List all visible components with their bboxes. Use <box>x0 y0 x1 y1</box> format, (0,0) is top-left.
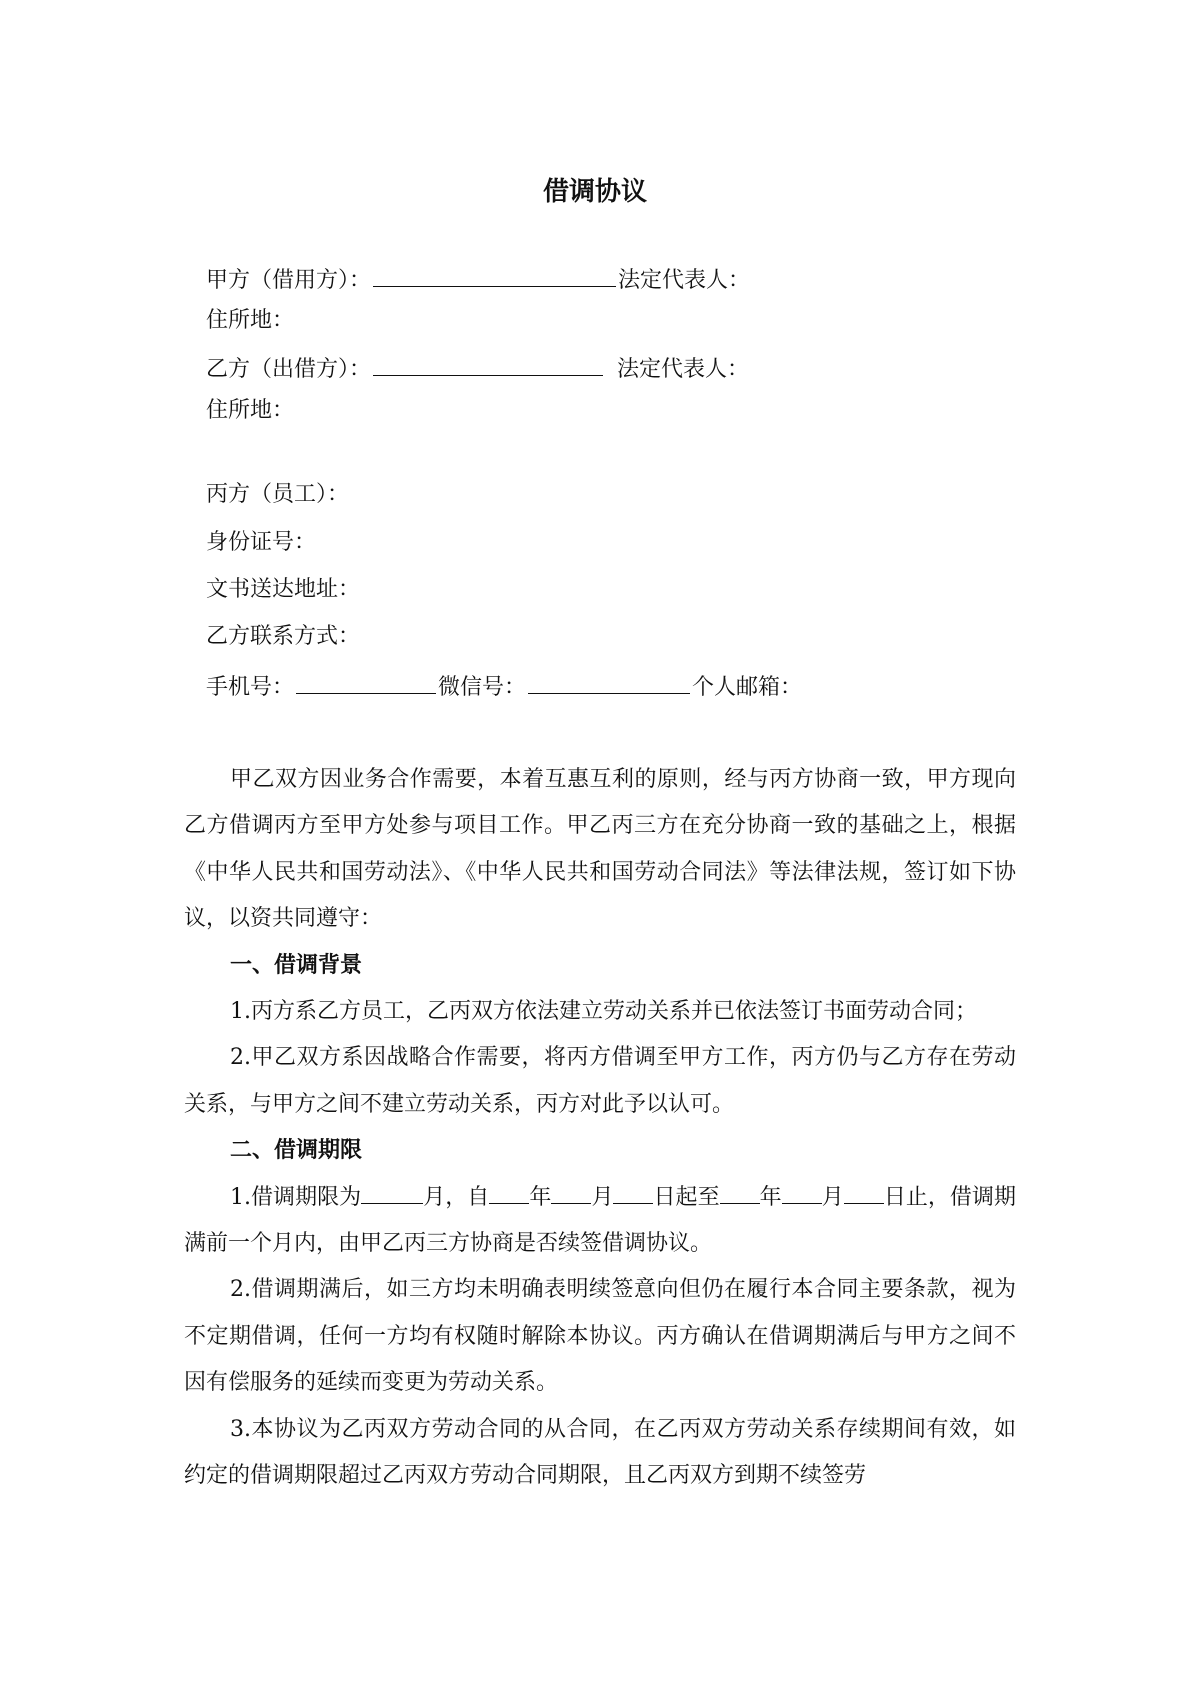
term-text-7: 月 <box>821 1184 844 1210</box>
id-label: 身份证号： <box>206 530 317 555</box>
party-a-address-line <box>206 304 294 338</box>
party-b-label: 乙方（出借方）： <box>206 357 372 382</box>
service-address-line <box>206 573 360 607</box>
term-months-blank[interactable] <box>361 1177 423 1204</box>
party-b-legal-rep-label: 法定代表人： <box>617 357 750 382</box>
term-text-3: 年 <box>529 1184 552 1210</box>
document-title: 借调协议 <box>542 177 647 207</box>
section-2-paragraph-3: 3.本协议为乙丙双方劳动合同的从合同，在乙丙双方劳动关系存续期间有效，如约定的借调期限超过乙丙双方劳动合同期限，且乙丙双方到期不续签劳 <box>184 1416 1016 1489</box>
party-a-address-label: 住所地： <box>206 308 295 333</box>
party-b-line <box>206 349 749 387</box>
phone-line <box>206 667 802 705</box>
party-a-legal-rep-label: 法定代表人： <box>618 268 751 293</box>
term-text-8: 日止，借调期满前一个月内，由甲乙丙三方协商是否续签借调协议。 <box>184 1184 1016 1257</box>
party-c-label: 丙方（员工）： <box>206 482 350 507</box>
term-text-6: 年 <box>759 1184 782 1210</box>
intro-paragraph: 甲乙双方因业务合作需要，本着互惠互利的原则，经与丙方协商一致，甲方现向乙方借调丙方至甲方处参与项目工作。甲乙丙三方在充分协商一致的基础之上，根据《中华人民共和国劳动法》、《中华人民共和国劳动合同法》等法律法规，签订如下协议，以资共同遵守： <box>184 767 1016 932</box>
section-1-paragraph-1: 1.丙方系乙方员工，乙丙双方依法建立劳动关系并已依法签订书面劳动合同； <box>230 999 977 1025</box>
document-body <box>184 757 1016 1500</box>
section-2-paragraph-2: 2.借调期满后，如三方均未明确表明续签意向但仍在履行本合同主要条款，视为不定期借调，任何一方均有权随时解除本协议。丙方确认在借调期满后与甲方之间不因有偿服务的延续而变更为劳动关系。 <box>184 1277 1016 1396</box>
term-text-5: 日起至 <box>653 1184 720 1210</box>
start-month-blank[interactable] <box>551 1177 591 1204</box>
id-line <box>206 526 316 560</box>
contact-label: 乙方联系方式： <box>206 624 361 649</box>
party-b-address-line <box>206 394 294 428</box>
section-2-paragraph-1 <box>184 1175 1016 1268</box>
party-c-line <box>206 478 349 512</box>
phone-label: 手机号： <box>206 675 295 700</box>
start-day-blank[interactable] <box>613 1177 653 1204</box>
party-b-blank[interactable] <box>373 349 603 376</box>
section-1-paragraph-2: 2.甲乙双方系因战略合作需要，将丙方借调至甲方工作，丙方仍与乙方存在劳动关系，与甲方之间不建立劳动关系，丙方对此予以认可。 <box>184 1045 1016 1117</box>
party-b-address-label: 住所地： <box>206 398 295 423</box>
phone-blank[interactable] <box>296 667 436 694</box>
term-text-4: 月 <box>591 1184 614 1210</box>
start-year-blank[interactable] <box>489 1177 529 1204</box>
email-label: 个人邮箱： <box>692 675 803 700</box>
contact-line <box>206 620 360 654</box>
wechat-blank[interactable] <box>528 667 690 694</box>
party-a-label: 甲方（借用方）： <box>206 268 372 293</box>
end-year-blank[interactable] <box>720 1177 760 1204</box>
section-1-heading: 一、借调背景 <box>230 952 363 978</box>
service-address-label: 文书送达地址： <box>206 577 361 602</box>
term-text-2: 月，自 <box>423 1184 490 1210</box>
term-text-1: 1.借调期限为 <box>230 1184 362 1210</box>
wechat-label: 微信号： <box>438 675 527 700</box>
end-month-blank[interactable] <box>782 1177 822 1204</box>
end-day-blank[interactable] <box>844 1177 884 1204</box>
party-a-blank[interactable] <box>373 260 616 287</box>
section-2-heading: 二、借调期限 <box>230 1138 363 1164</box>
party-a-line <box>206 260 750 298</box>
